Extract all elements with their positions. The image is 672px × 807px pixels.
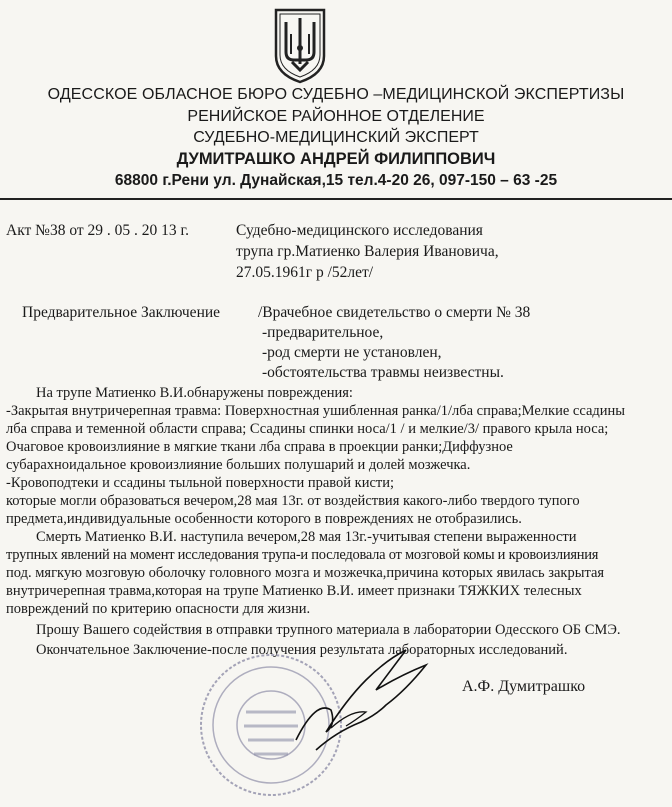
body-line: Прошу Вашего содействия в отправки трупного материала в лаборатории Одесского ОБ СМЭ. — [36, 622, 621, 638]
body-line: повреждений по критерию опасности для жизни. — [6, 601, 311, 617]
bureau-title: ОДЕССКОЕ ОБЛАСНОЕ БЮРО СУДЕБНО –МЕДИЦИНСКОЙ ЭКСПЕРТИЗЫ — [47, 86, 625, 103]
body-line: Окончательное Заключение-после получения результата лабораторных исследований. — [36, 642, 568, 658]
conclusion-item: -предварительное, — [262, 324, 384, 341]
act-subject-line-1: Судебно-медицинского исследования — [236, 222, 483, 239]
handwritten-signature-icon — [276, 640, 446, 760]
expert-title: СУДЕБНО-МЕДИЦИНСКИЙ ЭКСПЕРТ — [193, 129, 479, 146]
body-line: На трупе Матиенко В.И.обнаружены повреждения: — [36, 385, 353, 401]
act-number: Акт №38 от 29 . 05 . 20 13 г. — [6, 222, 190, 239]
body-line: предмета,индивидуальные особенности которого в повреждениях не отобразились. — [6, 511, 522, 527]
body-line: -Кровоподтеки и ссадины тыльной поверхности правой кисти; — [6, 475, 395, 491]
act-subject-line-2: трупа гр.Матиенко Валерия Ивановича, — [236, 243, 499, 260]
header-divider — [0, 198, 672, 200]
body-line: -Закрытая внутричерепная травма: Поверхностная ушибленная ранка/1/лба справа;Мелкие ссадины — [6, 403, 626, 419]
body-line: внутричерепная травма,которая на трупе Матиенко В.И. имеет признаки ТЯЖКИХ телесных — [6, 583, 582, 599]
trident-emblem-icon — [270, 4, 330, 84]
body-line: которые могли образоваться вечером,28 мая 13г. от воздействия какого-либо твердого тупого — [6, 493, 580, 509]
act-subject-line-3: 27.05.1961г р /52лет/ — [236, 264, 374, 281]
body-line: Смерть Матиенко В.И. наступила вечером,28 мая 13г.-учитывая степени выраженности — [36, 529, 577, 545]
body-line: лба справа и теменной области справа; Ссадины спинки носа/1 / и мелкие/3/ правого крыла носа; — [6, 421, 609, 437]
body-line: Очаговое кровоизлияние в мягкие ткани лба справа в проекции ранки;Диффузное — [6, 439, 513, 455]
conclusion-item: -обстоятельства травмы неизвестны. — [262, 364, 504, 381]
body-line: под. мягкую мозговую оболочку головного мозга и мозжечка,причина которых явилась закрытая — [6, 565, 605, 581]
body-line: трупных явлений на момент исследования трупа-и последовала от мозговой комы и кровоизлияния — [6, 547, 599, 563]
conclusion-item: -род смерти не установлен, — [262, 344, 442, 361]
address-line: 68800 г.Рени ул. Дунайская,15 тел.4-20 26, 097-150 – 63 -25 — [114, 172, 558, 189]
body-line: субарахноидальное кровоизлияние больших полушарий и долей мозжечка. — [6, 457, 471, 473]
department-title: РЕНИЙСКОЕ РАЙОННОЕ ОТДЕЛЕНИЕ — [187, 108, 485, 125]
expert-name: ДУМИТРАШКО АНДРЕЙ ФИЛИППОВИЧ — [176, 150, 496, 168]
death-certificate-line: /Врачебное свидетельство о смерти № 38 — [258, 304, 531, 321]
conclusion-title: Предварительное Заключение — [22, 304, 221, 321]
signatory-name: А.Ф. Думитрашко — [462, 678, 586, 695]
